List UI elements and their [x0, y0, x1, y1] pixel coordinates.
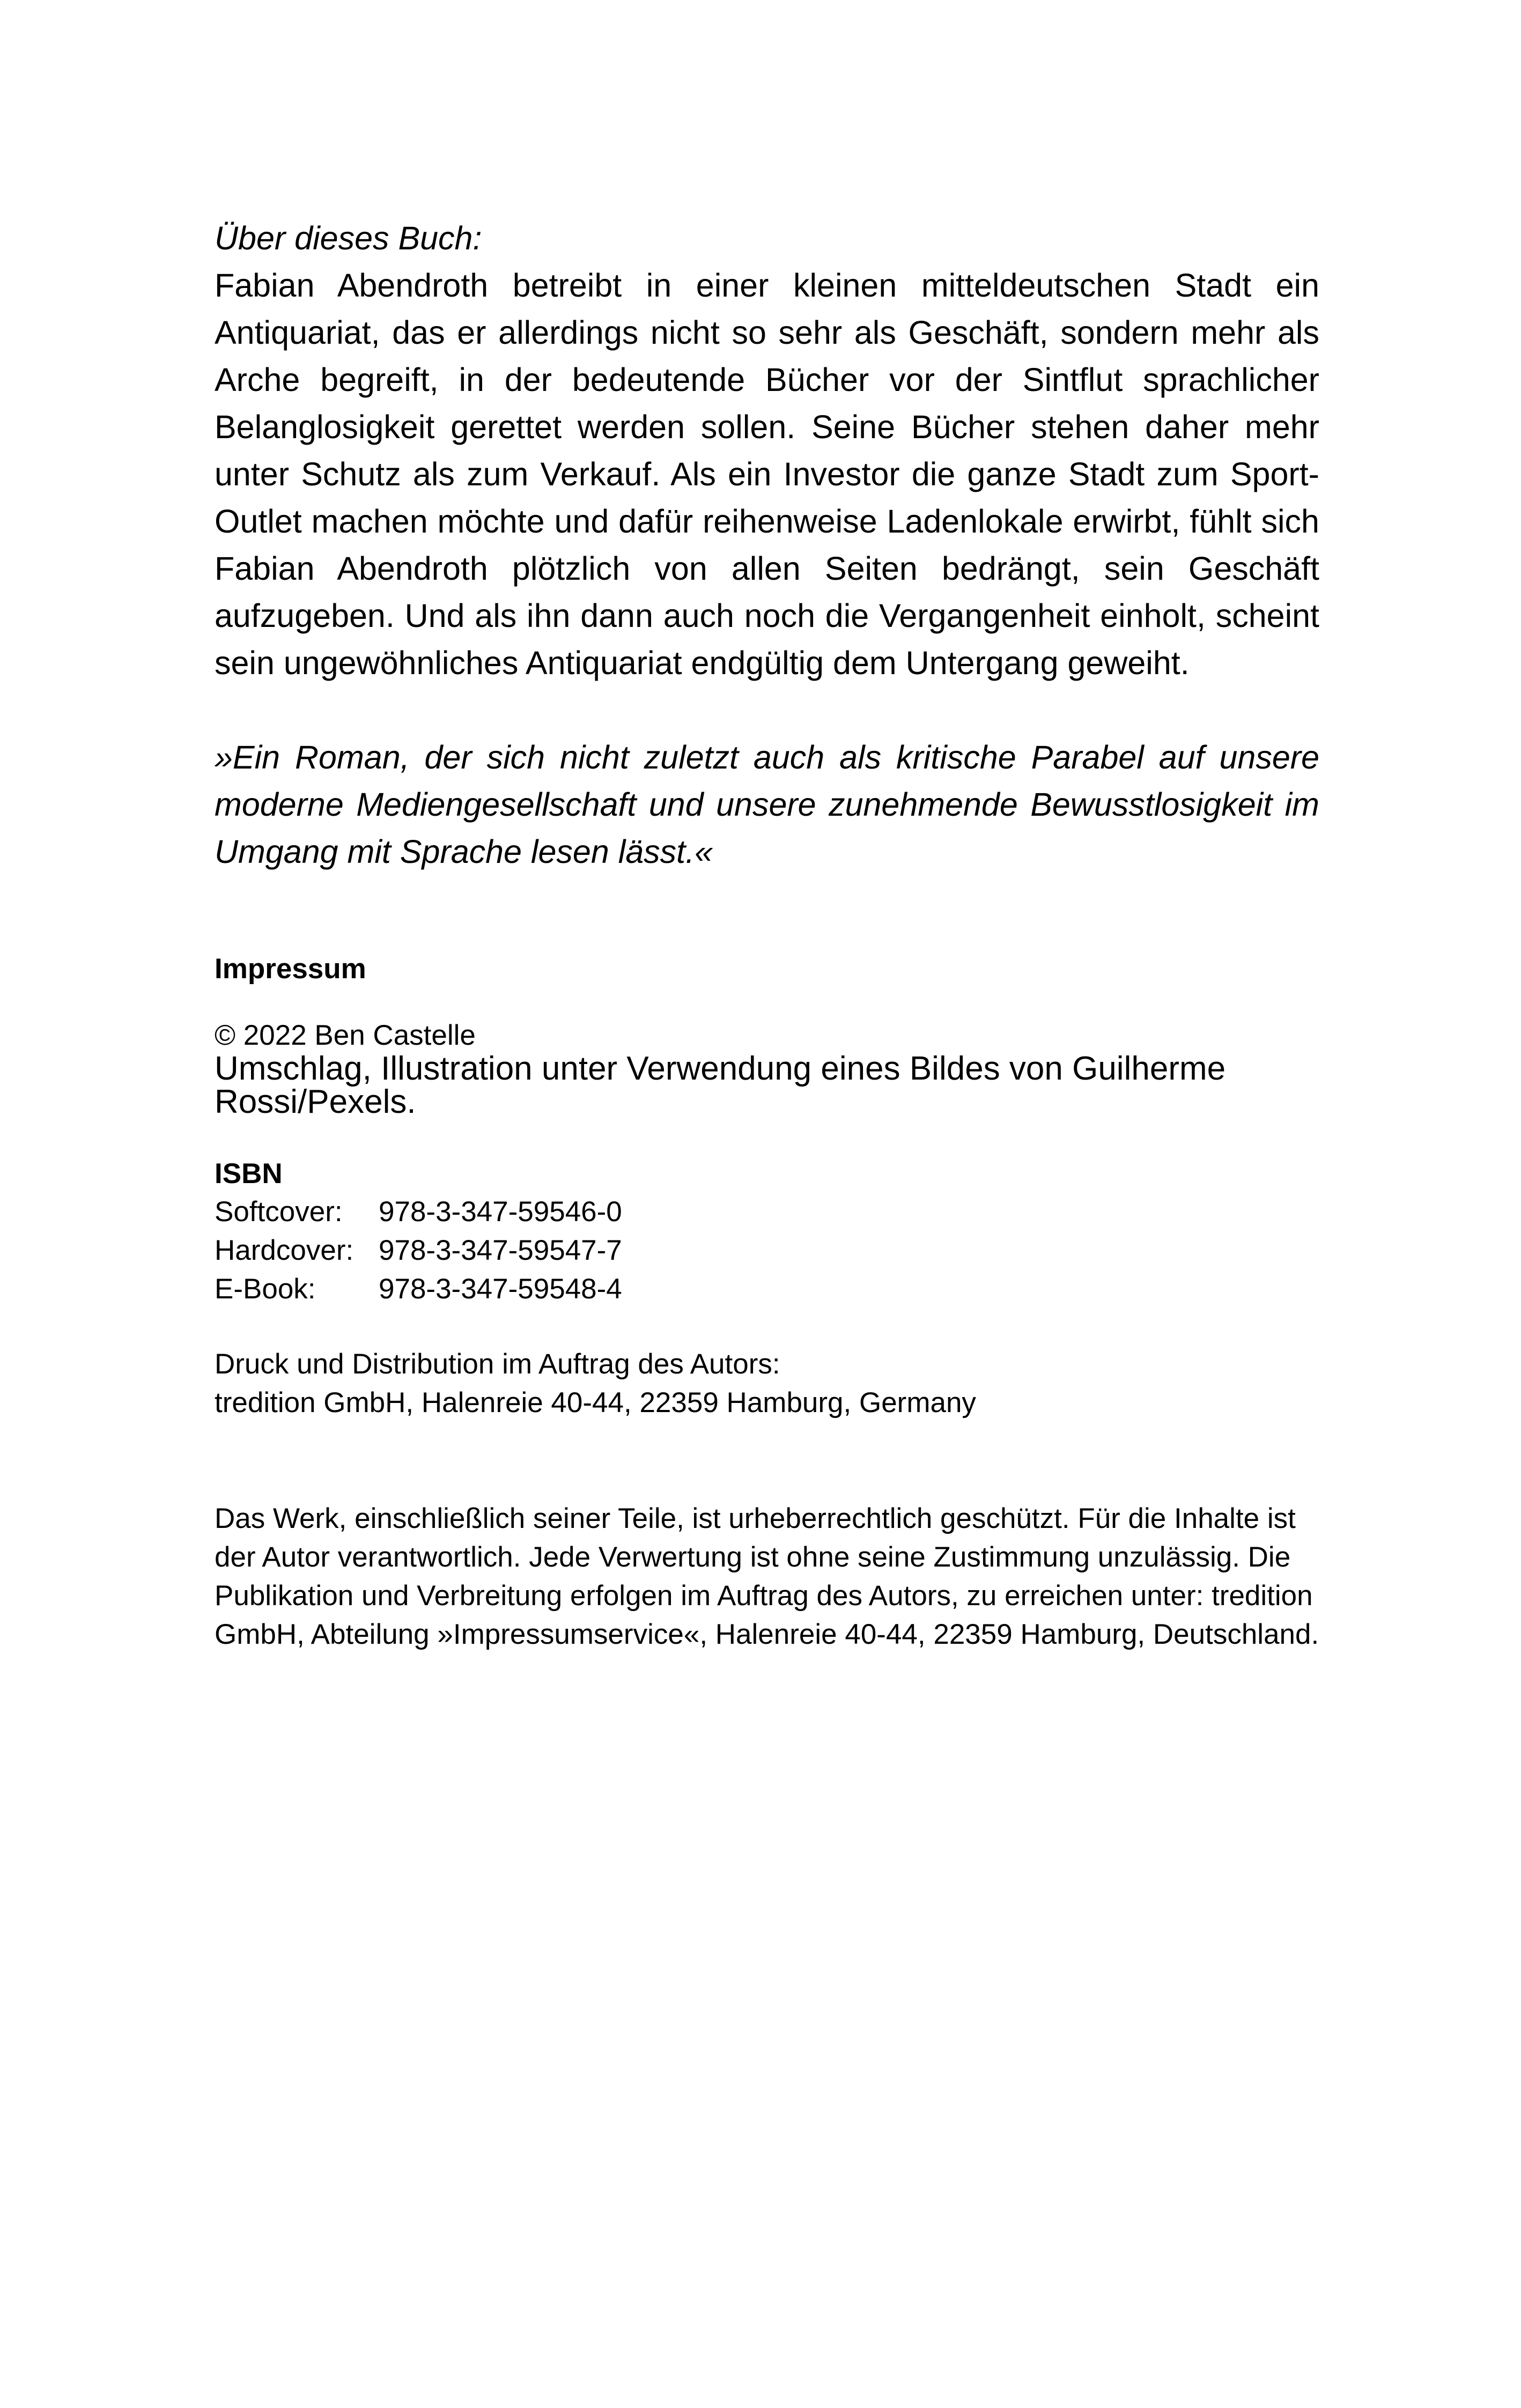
print-distribution-line: Druck und Distribution im Auftrag des Autors: [215, 1348, 780, 1380]
isbn-label: E-Book: [215, 1273, 316, 1305]
about-heading: Über dieses Buch: [215, 220, 482, 256]
copyright-line: © 2022 Ben Castelle [215, 1020, 476, 1051]
cover-credit: Umschlag, Illustration unter Verwendung eines Bildes von Guilherme Rossi/Pexels. [215, 1050, 1226, 1120]
impressum-section [215, 950, 1319, 1654]
isbn-heading: ISBN [215, 1158, 283, 1190]
about-section [215, 215, 1319, 875]
isbn-value: 978-3-347-59546-0 [379, 1196, 622, 1228]
about-text: Fabian Abendroth betreibt in einer kleinen mitteldeutschen Stadt ein Antiquariat, das er allerdings nicht so sehr als Geschäft, sondern mehr als Arche begreift, in der bedeutende Bücher vor der Sintflut sprachlicher Belanglosigkeit gerettet werden sollen. Seine Bücher stehen daher mehr unter Schutz als zum Verkauf. Als ein Investor die ganze Stadt zum Sport-Outlet machen möchte und dafür reihenweise Ladenlokale erwirbt, fühlt sich Fabian Abendroth plötzlich von allen Seiten bedrängt, sein Geschäft aufzugeben. Und als ihn dann auch noch die Vergangenheit einholt, scheint sein ungewöhnliches Antiquariat endgültig dem Untergang geweiht. [215, 267, 1319, 681]
publisher-address: tredition GmbH, Halenreie 40-44, 22359 Hamburg, Germany [215, 1387, 976, 1419]
book-page [215, 215, 1319, 1654]
isbn-row [215, 1270, 622, 1309]
isbn-label: Softcover: [215, 1196, 343, 1228]
isbn-row [215, 1193, 622, 1231]
review-quote: »Ein Roman, der sich nicht zuletzt auch als kritische Parabel auf unsere moderne Mediengesellschaft und unsere zunehmende Bewusstlosigkeit im Umgang mit Sprache lesen lässt.« [215, 739, 1319, 870]
impressum-heading: Impressum [215, 953, 366, 985]
isbn-row [215, 1231, 622, 1270]
print-distribution [215, 1345, 1319, 1422]
isbn-value: 978-3-347-59547-7 [379, 1235, 622, 1266]
isbn-value: 978-3-347-59548-4 [379, 1273, 622, 1305]
isbn-label: Hardcover: [215, 1235, 354, 1266]
legal-notice: Das Werk, einschließlich seiner Teile, ist urheberrechtlich geschützt. Für die Inhalte ist der Autor verantwortlich. Jede Verwertung ist ohne seine Zustimmung unzulässig. Die Publikation und Verbreitung erfolgen im Auftrag des Autors, zu erreichen unter: tredition GmbH, Abteilung »Impressumservice«, Halenreie 40-44, 22359 Hamburg, Deutschland. [215, 1503, 1319, 1650]
isbn-table [215, 1193, 622, 1309]
